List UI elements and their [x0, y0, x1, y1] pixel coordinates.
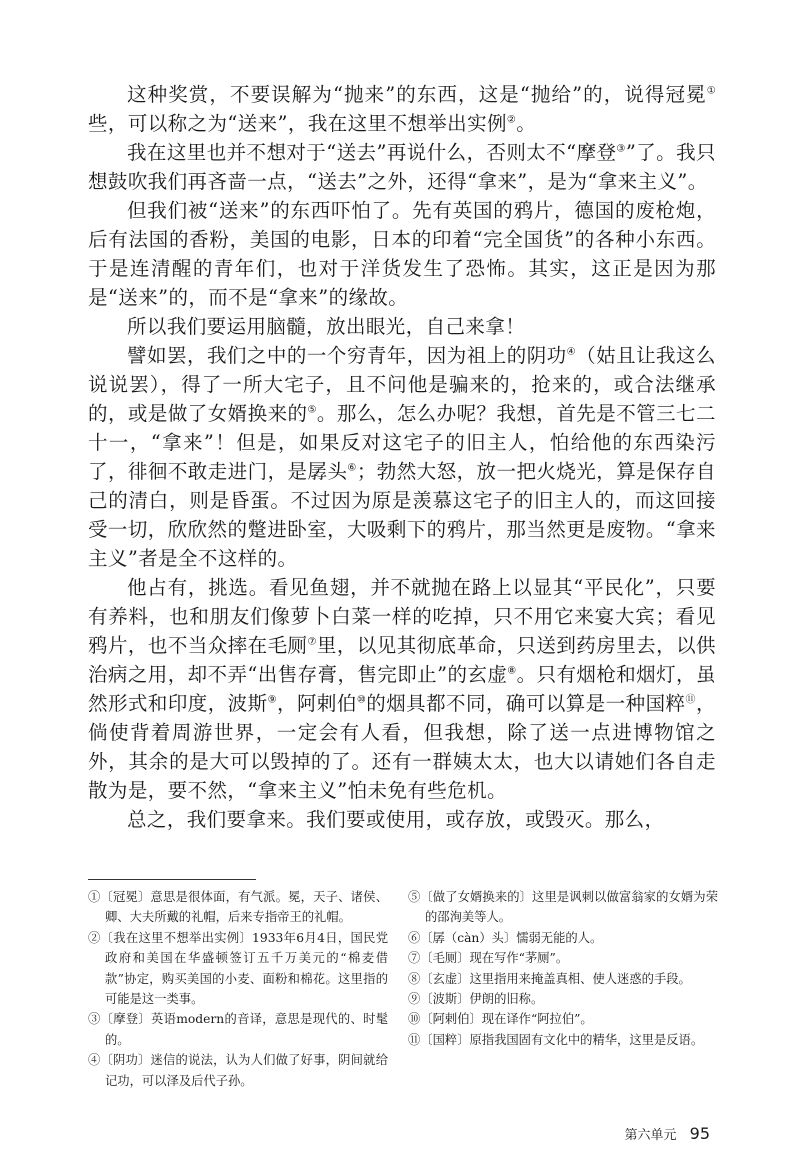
paragraph-4: 所以我们要运用脑髓，放出眼光，自己来拿！	[127, 315, 526, 338]
footnote-ref: ①	[706, 85, 717, 97]
footnote-ref: ⑨	[267, 694, 277, 706]
footnote-10: ⑩〔阿剌伯〕现在译作“阿拉伯”。	[408, 1012, 593, 1027]
footnote-ref: ⑤	[307, 404, 317, 416]
footnote-ref: ⑧	[507, 665, 517, 677]
footnote-3: ③〔摩登〕英语modern的音译，意思是现代的、时髦的。	[88, 1012, 388, 1047]
footnotes-left-column	[88, 887, 388, 1091]
footnotes-right-column	[408, 887, 718, 1050]
footnote-5: ⑤〔做了女婿换来的〕这里是讽刺以做富翁家的女婿为荣的邵洵美等人。	[408, 890, 718, 925]
footnote-ref: ⑥	[347, 462, 357, 474]
footnote-8: ⑧〔玄虚〕这里指用来掩盖真相、使人迷惑的手段。	[408, 971, 691, 986]
footnote-4: ④〔阴功〕迷信的说法，认为人们做了好事，阴间就给记功，可以泽及后代子孙。	[88, 1053, 388, 1088]
paragraph-1: 这种奖赏，不要误解为“抛来”的东西，这是“抛给”的，说得冠冕①些，可以称之为“送来”，我在这里不想举出实例②。	[88, 83, 717, 135]
paragraph-3: 但我们被“送来”的东西吓怕了。先有英国的鸦片，德国的废枪炮，后有法国的香粉，美国的电影，日本的印着“完全国货”的各种小东西。于是连清醒的青年们，也对于洋货发生了恐怖。其实，这正是因为那是“送来”的，而不是“拿来”的缘故。	[88, 199, 717, 309]
page-footer	[625, 1124, 710, 1143]
page-number: 95	[689, 1124, 710, 1143]
footnote-9: ⑨〔波斯〕伊朗的旧称。	[408, 992, 544, 1007]
footnote-ref: ④	[566, 346, 577, 358]
main-text	[88, 80, 716, 834]
unit-label: 第六单元	[624, 1128, 677, 1143]
paragraph-6: 他占有，挑选。看见鱼翅，并不就抛在路上以显其“平民化”，只要有养料，也和朋友们像萝卜白菜一样的吃掉，只不用它来宴大宾；看见鸦片，也不当众摔在毛厕⑦里，以见其彻底革命，只送到药房里去，以供治病之用，却不弄“出售存膏，售完即止”的玄虚⑧。只有烟枪和烟灯，虽然形式和印度，波斯⑨，阿剌伯⑩的烟具都不同，确可以算是一种国粹⑪，倘使背着周游世界，一定会有人看，但我想，除了送一点进博物馆之外，其余的是大可以毁掉的了。还有一群姨太太，也大以请她们各自走散为是，要不然，“拿来主义”怕未免有些危机。	[88, 576, 716, 802]
footnote-ref: ⑦	[307, 636, 317, 648]
paragraph-7: 总之，我们要拿来。我们要或使用，或存放，或毁灭。那么，	[127, 808, 665, 831]
footnote-ref: ②	[506, 114, 517, 126]
footnote-6: ⑥〔孱（càn）头〕懦弱无能的人。	[408, 930, 603, 945]
footnote-ref: ③	[616, 143, 626, 155]
footnote-1: ①〔冠冕〕意思是很体面，有气派。冕，天子、诸侯、卿、大夫所戴的礼帽，后来专指帝王的礼帽。	[88, 890, 388, 925]
footnote-divider	[88, 879, 256, 880]
footnote-ref: ⑩	[356, 694, 367, 706]
footnote-11: ⑪〔国粹〕原指我国固有文化中的精华，这里是反语。	[408, 1032, 704, 1047]
footnote-7: ⑦〔毛厕〕现在写作“茅厕”。	[408, 951, 569, 966]
footnote-ref: ⑪	[685, 694, 696, 706]
footnote-2: ②〔我在这里不想举出实例〕1933年6月4日，国民党政府和美国在华盛顿签订五千万美元的“棉麦借款”协定，购买美国的小麦、面粉和棉花。这里指的可能是这一类事。	[88, 930, 388, 1007]
paragraph-5: 譬如罢，我们之中的一个穷青年，因为祖上的阴功④（姑且让我这么说说罢），得了一所大宅子，且不问他是骗来的，抢来的，或合法继承的，或是做了女婿换来的⑤。那么，怎么办呢？我想，首先是不管三七二十一，“拿来”！但是，如果反对这宅子的旧主人，怕给他的东西染污了，徘徊不敢走进门，是孱头⑥；勃然大怒，放一把火烧光，算是保存自己的清白，则是昏蛋。不过因为原是羡慕这宅子的旧主人的，而这回接受一切，欣欣然的蹩进卧室，大吸剩下的鸦片，那当然更是废物。“拿来主义”者是全不这样的。	[88, 344, 717, 570]
paragraph-2: 我在这里也并不想对于“送去”再说什么，否则太不“摩登③”了。我只想鼓吹我们再吝啬一点，“送去”之外，还得“拿来”，是为“拿来主义”。	[88, 141, 716, 193]
